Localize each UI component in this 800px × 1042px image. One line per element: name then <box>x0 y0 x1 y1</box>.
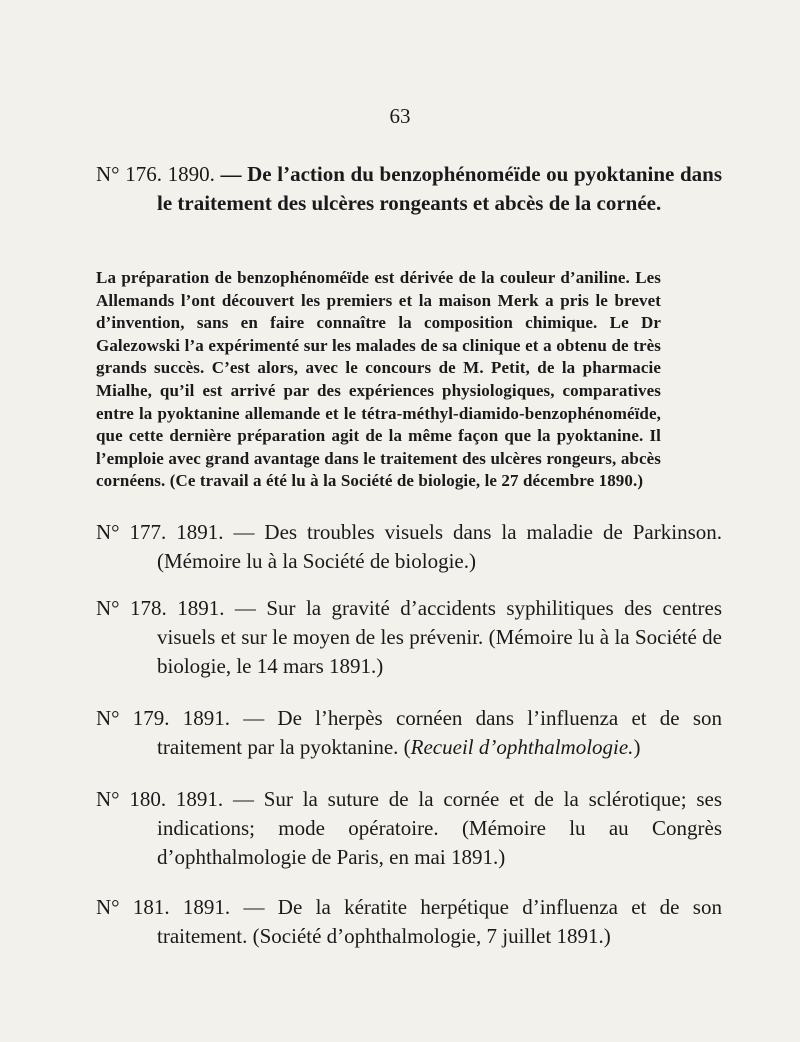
entry-title-before: — De l’herpès cornéen dans l’influenza et de son traitement par la pyoktanine. ( <box>157 706 723 759</box>
entry-title: — Sur la gravité d’accidents syphilitiques des centres visuels et sur le moyen de les prévenir. (Mémoire lu à la Société de biologie, le 14 mars 1891.) <box>157 596 722 678</box>
page-number: 63 <box>389 104 411 128</box>
entry-176 <box>96 160 722 218</box>
entry-title: — Des troubles visuels dans la maladie de Parkinson. (Mémoire lu à la Société de biologie.) <box>157 520 722 573</box>
entry-number: N° 181. 1891. <box>96 895 231 919</box>
journal-title: Recueil d’ophthalmologie. <box>410 735 634 759</box>
entry-title: — De la kératite herpétique d’influenza et de son traitement. (Société d’ophthalmologie, 7 juillet 1891.) <box>157 895 722 948</box>
entry-number: N° 176. 1890. <box>96 162 215 186</box>
entry-180 <box>96 785 722 872</box>
entry-title: — De l’action du benzophénoméïde ou pyoktanine dans le traitement des ulcères rongeants et abcès de la cornée. <box>157 162 722 215</box>
entry-179 <box>96 704 722 762</box>
entry-176-description: La préparation de benzophénoméïde est dérivée de la couleur d’aniline. Les Allemands l’ont découvert les premiers et la maison Merk a pris le brevet d’invention, sans en faire connaître la composition chimique. Le Dr Galezowski l’a expérimenté sur les malades de sa clinique et a obtenu de très grands succès. C’est alors, avec le concours de M. Petit, de la pharmacie Mialhe, qu’il est arrivé par des expériences physiologiques, comparatives entre la pyoktanine allemande et le tétra-méthyl-diamido-benzophénoméïde, que cette dernière préparation agit de la même façon que la pyoktanine. Il l’emploie avec grand avantage dans le traitement des ulcères rongeurs, abcès cornéens. (Ce travail a été lu à la Société de biologie, le 27 décembre 1890.) <box>96 268 661 491</box>
entry-title-after: ) <box>633 735 641 759</box>
entry-181 <box>96 893 722 951</box>
entry-177 <box>96 518 722 576</box>
entry-number: N° 179. 1891. <box>96 706 230 730</box>
entry-title: — Sur la suture de la cornée et de la sclérotique; ses indications; mode opératoire. (Mémoire lu au Congrès d’ophthalmologie de Paris, en mai 1891.) <box>157 787 723 869</box>
entry-number: N° 177. 1891. <box>96 520 224 544</box>
entry-number: N° 178. 1891. <box>96 596 225 620</box>
entry-number: N° 180. 1891. <box>96 787 224 811</box>
entry-178 <box>96 594 722 681</box>
